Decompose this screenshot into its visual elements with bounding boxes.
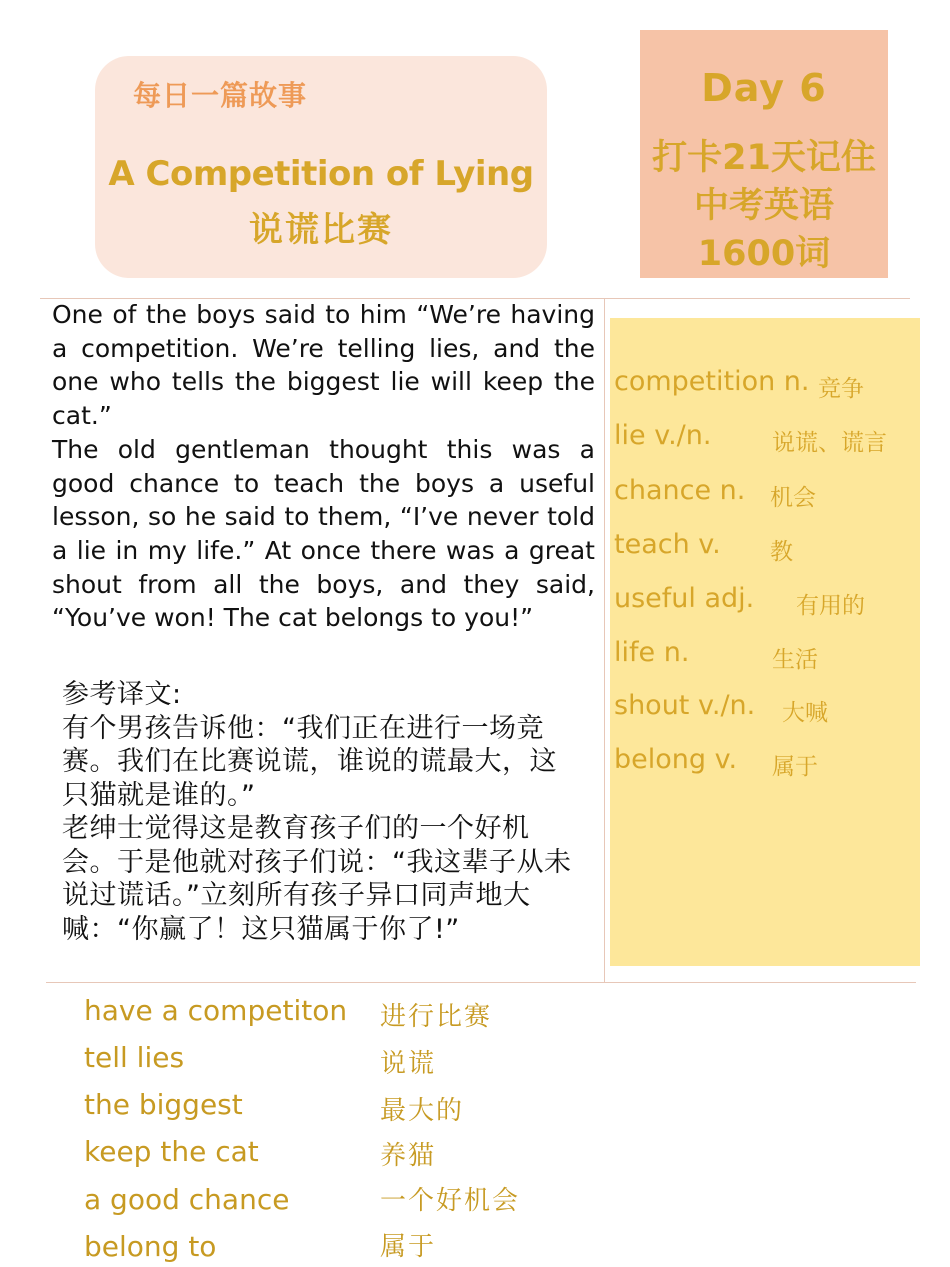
phrase-en: the biggest (84, 1088, 243, 1121)
chinese-translation (62, 678, 578, 946)
vocab-meaning: 生活 (772, 647, 818, 673)
vocab-item (614, 529, 793, 565)
vocab-item (614, 366, 864, 402)
vocab-word: competition n. (614, 366, 810, 397)
vocab-item (614, 744, 818, 780)
translation-heading: 参考译文: (62, 679, 182, 710)
vocab-meaning: 机会 (770, 485, 816, 511)
vocab-meaning: 属于 (772, 754, 818, 780)
checkin-line-3: 1600词 (697, 234, 831, 274)
vocab-meaning: 大喊 (782, 700, 828, 726)
series-label: 每日一篇故事 (133, 79, 308, 112)
vocab-word: teach v. (614, 529, 721, 560)
phrase-zh: 一个好机会 (380, 1186, 521, 1216)
vocab-word: lie v./n. (614, 420, 712, 451)
vocab-meaning: 竞争 (818, 376, 864, 402)
phrase-en: have a competiton (84, 994, 348, 1027)
phrase-zh: 进行比赛 (380, 1002, 493, 1032)
passage-paragraph-1: One of the boys said to him “We’re having a competition. We’re telling lies, and the one who tells the biggest lie will keep the cat.” (52, 300, 595, 431)
translation-paragraph-2: 老绅士觉得这是教育孩子们的一个好机会。于是他就对孩子们说：“我这辈子从未说过谎话。”立刻所有孩子异口同声地大喊：“你赢了！这只猫属于你了!” (62, 813, 572, 945)
vocabulary-box (610, 318, 920, 966)
vocab-meaning: 说谎、谎言 (772, 430, 887, 456)
phrase-zh: 属于 (380, 1232, 437, 1262)
passage-paragraph-2: The old gentleman thought this was a good chance to teach the boys a useful lesson, so he said to them, “I’ve never told a lie in my life.” At once there was a great shout from all the boys, and they said, “You’ve won! The cat belongs to you!” (52, 434, 595, 633)
story-title-zh: 说谎比赛 (249, 210, 393, 250)
bottom-divider (46, 982, 916, 983)
story-title-en: A Competition of Lying (108, 154, 534, 194)
title-card (95, 56, 547, 278)
phrase-zh: 养猫 (380, 1141, 437, 1171)
vocab-item (614, 637, 818, 673)
phrase-en: keep the cat (84, 1135, 259, 1168)
vocab-word: useful adj. (614, 583, 755, 614)
vocab-word: shout v./n. (614, 690, 756, 721)
translation-paragraph-1: 有个男孩告诉他：“我们正在进行一场竞赛。我们在比赛说谎，谁说的谎最大，这只猫就是谁的。” (62, 712, 557, 811)
vocab-meaning: 有用的 (796, 593, 865, 619)
vocab-item (614, 475, 816, 511)
english-passage (52, 298, 595, 635)
vocab-item (614, 583, 865, 619)
vocab-item (614, 690, 828, 726)
column-divider (604, 298, 605, 982)
phrase-en: a good chance (84, 1183, 290, 1216)
checkin-line-2: 中考英语 (693, 186, 834, 226)
phrase-zh: 最大的 (380, 1096, 465, 1126)
day-label: Day 6 (701, 66, 827, 110)
phrase-zh: 说谎 (380, 1049, 437, 1079)
phrase-en: belong to (84, 1230, 217, 1263)
checkin-line-1: 打卡21天记住 (652, 138, 876, 178)
vocab-word: chance n. (614, 475, 746, 506)
day-card (640, 30, 888, 278)
vocab-item (614, 420, 887, 456)
vocab-word: life n. (614, 637, 690, 668)
phrase-en: tell lies (84, 1041, 185, 1074)
vocab-meaning: 教 (770, 539, 793, 565)
vocab-word: belong v. (614, 744, 738, 775)
